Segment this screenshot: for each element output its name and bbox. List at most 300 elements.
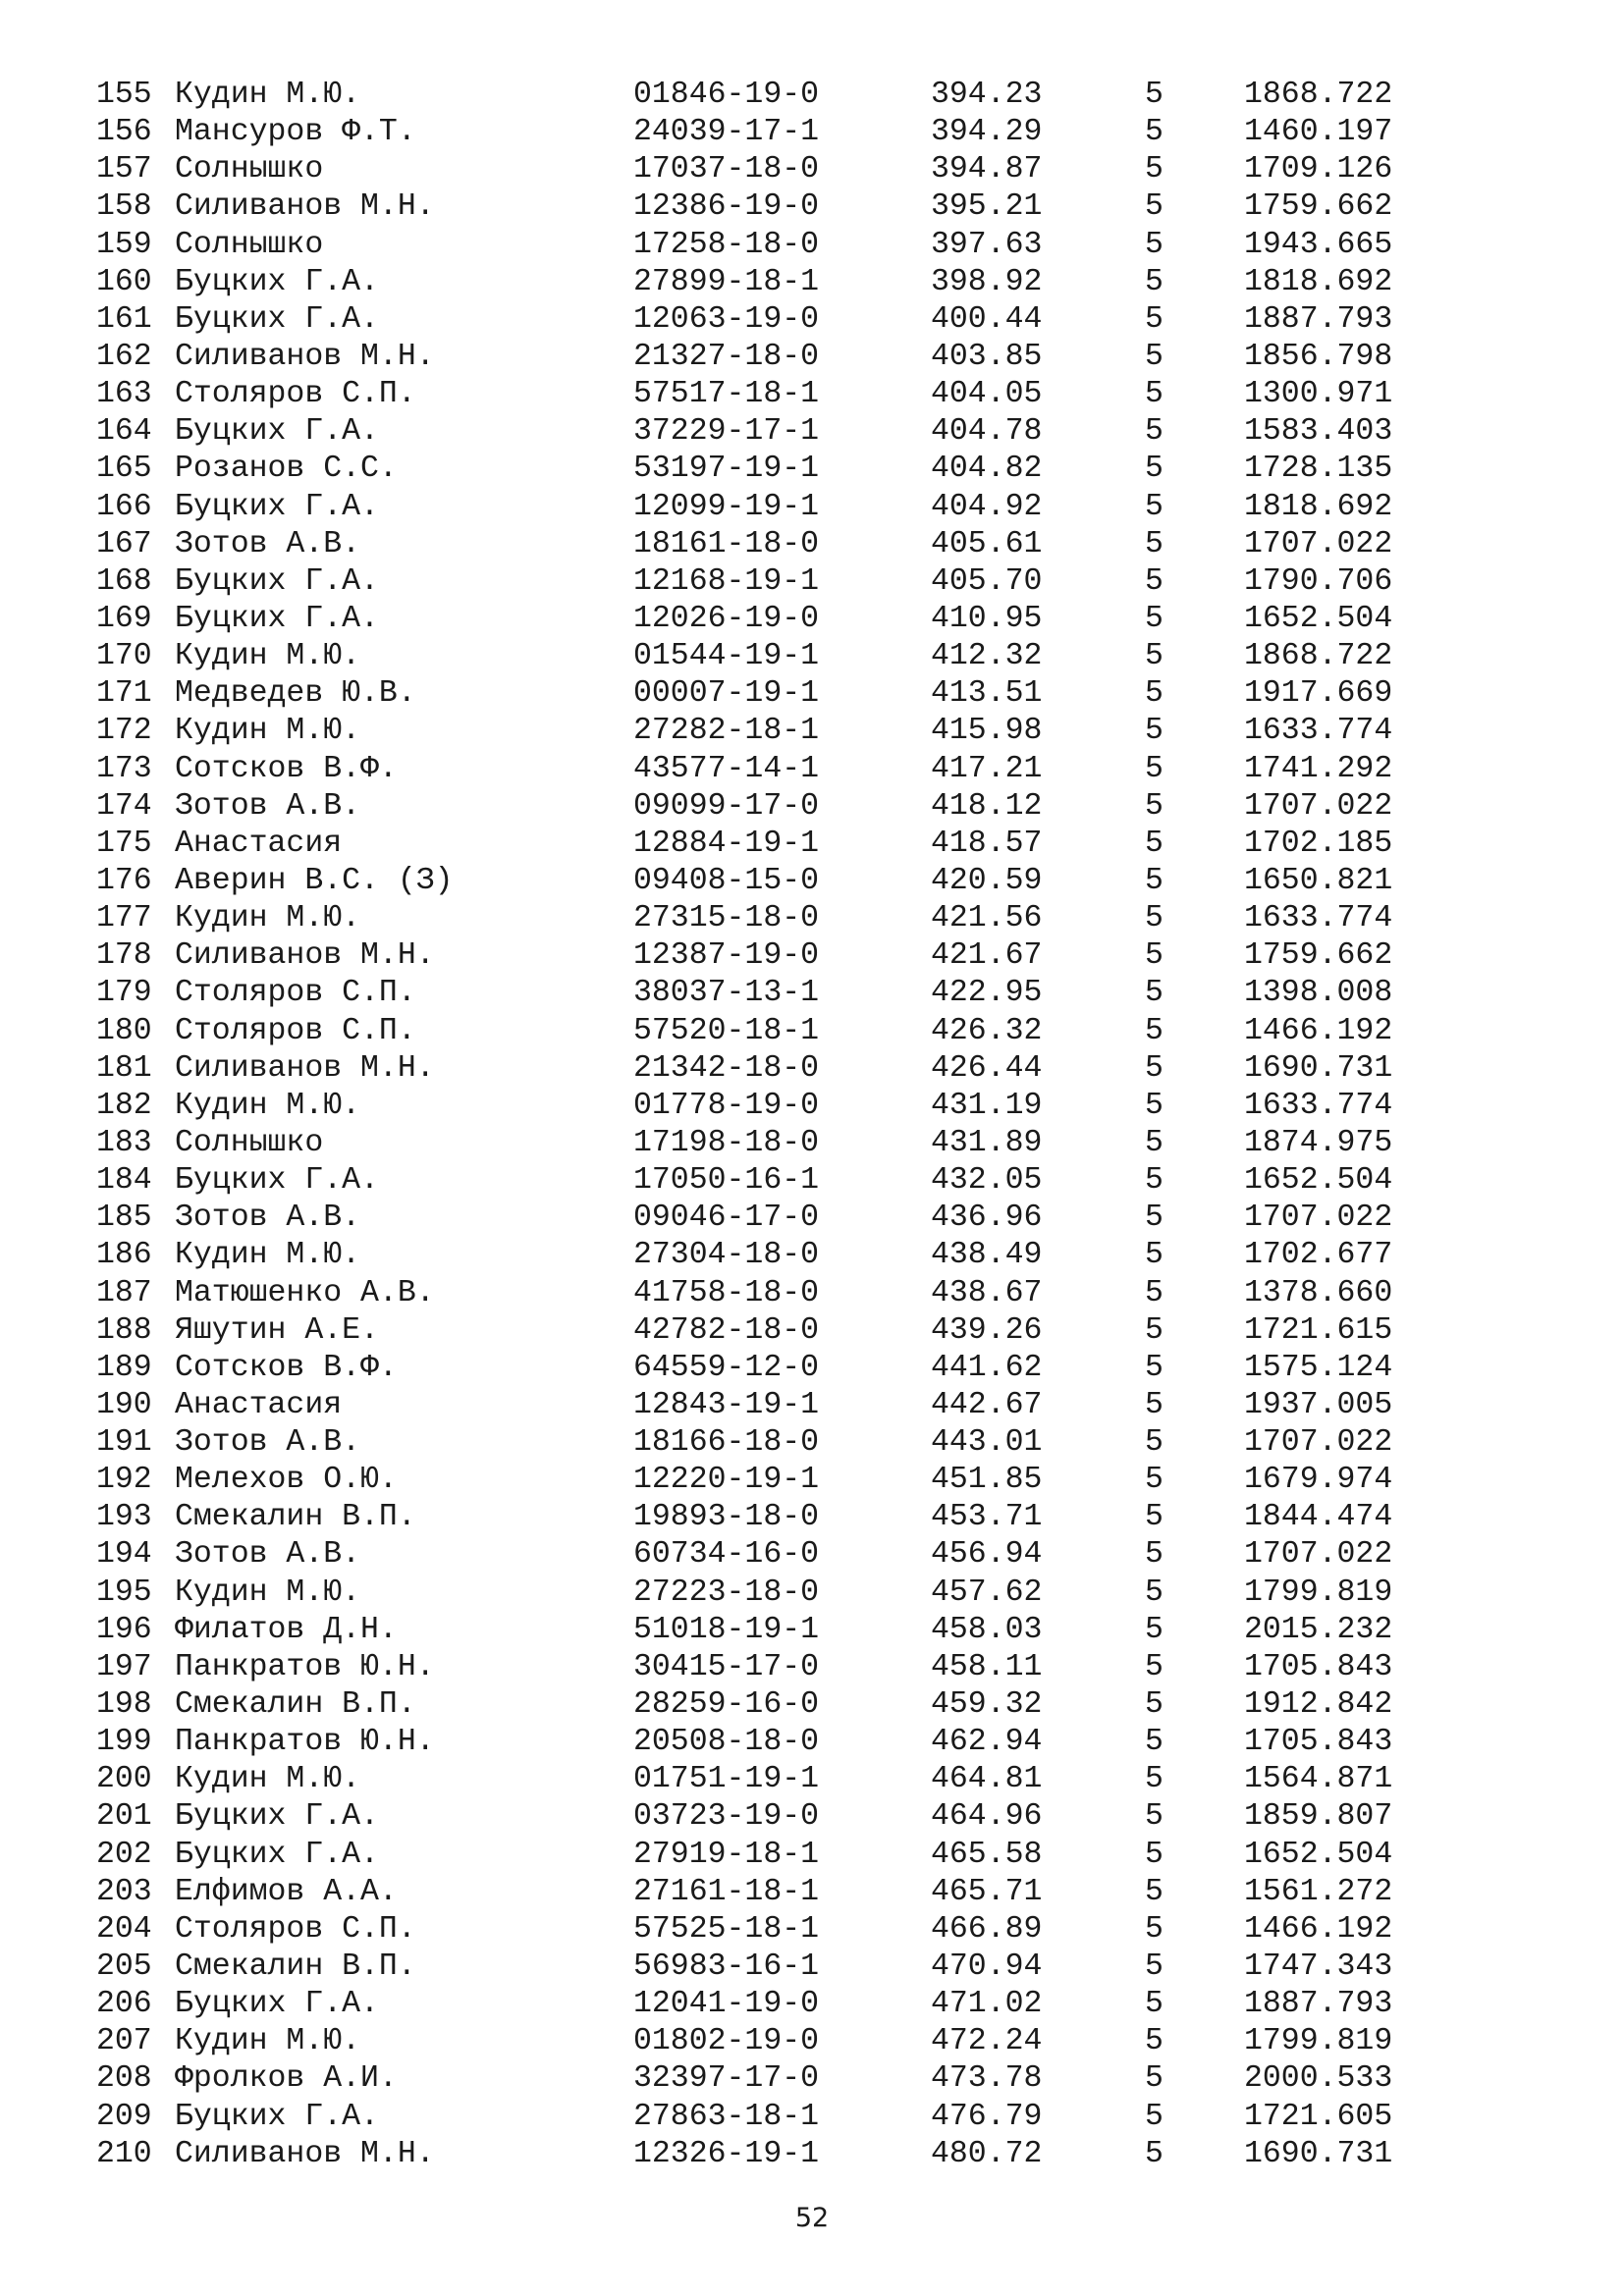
ring-code: 56983-16-1 bbox=[633, 1949, 820, 1985]
ring-code: 27315-18-0 bbox=[633, 901, 820, 936]
speed-value: 1818.692 bbox=[1244, 264, 1393, 299]
speed-value: 1721.605 bbox=[1244, 2099, 1393, 2134]
page-number: 52 bbox=[794, 2203, 830, 2233]
distance-value: 438.67 bbox=[931, 1275, 1043, 1310]
list-item bbox=[0, 1237, 1624, 1274]
list-item bbox=[0, 788, 1624, 826]
ring-code: 01802-19-0 bbox=[633, 2024, 820, 2059]
list-item bbox=[0, 1724, 1624, 1761]
speed-value: 1917.669 bbox=[1244, 676, 1393, 712]
participant-name: Зотов А.В. bbox=[175, 788, 361, 824]
distance-value: 418.12 bbox=[931, 788, 1043, 824]
list-item bbox=[0, 376, 1624, 413]
row-number: 210 bbox=[96, 2136, 152, 2171]
distance-value: 457.62 bbox=[931, 1575, 1043, 1610]
row-number: 195 bbox=[96, 1575, 152, 1610]
row-number: 170 bbox=[96, 639, 152, 674]
participant-name: Анастасия bbox=[175, 826, 343, 861]
row-number: 183 bbox=[96, 1125, 152, 1160]
row-number: 208 bbox=[96, 2061, 152, 2097]
distance-value: 398.92 bbox=[931, 264, 1043, 299]
speed-value: 1943.665 bbox=[1244, 227, 1393, 262]
ring-code: 09099-17-0 bbox=[633, 788, 820, 824]
speed-value: 1300.971 bbox=[1244, 377, 1393, 412]
count-value: 5 bbox=[1145, 526, 1164, 561]
ring-code: 20508-18-0 bbox=[633, 1725, 820, 1760]
row-number: 172 bbox=[96, 714, 152, 749]
distance-value: 394.87 bbox=[931, 152, 1043, 187]
speed-value: 1575.124 bbox=[1244, 1350, 1393, 1385]
participant-name: Кудин М.Ю. bbox=[175, 714, 361, 749]
ring-code: 12041-19-0 bbox=[633, 1987, 820, 2022]
participant-name: Солнышко bbox=[175, 227, 324, 262]
row-number: 167 bbox=[96, 526, 152, 561]
participant-name: Буцких Г.А. bbox=[175, 563, 379, 599]
count-value: 5 bbox=[1145, 1500, 1164, 1535]
participant-name: Зотов А.В. bbox=[175, 526, 361, 561]
count-value: 5 bbox=[1145, 2136, 1164, 2171]
speed-value: 1818.692 bbox=[1244, 489, 1393, 524]
row-number: 178 bbox=[96, 938, 152, 974]
row-number: 164 bbox=[96, 414, 152, 450]
list-item bbox=[0, 1013, 1624, 1050]
row-number: 202 bbox=[96, 1837, 152, 1872]
participant-name: Солнышко bbox=[175, 1125, 324, 1160]
results-list bbox=[0, 77, 1624, 2173]
speed-value: 1887.793 bbox=[1244, 301, 1393, 337]
distance-value: 394.29 bbox=[931, 115, 1043, 150]
speed-value: 1460.197 bbox=[1244, 115, 1393, 150]
speed-value: 1741.292 bbox=[1244, 751, 1393, 786]
speed-value: 1466.192 bbox=[1244, 1911, 1393, 1947]
count-value: 5 bbox=[1145, 1013, 1164, 1048]
row-number: 205 bbox=[96, 1949, 152, 1985]
participant-name: Яшутин А.Е. bbox=[175, 1312, 379, 1348]
row-number: 198 bbox=[96, 1687, 152, 1723]
count-value: 5 bbox=[1145, 676, 1164, 712]
ring-code: 27899-18-1 bbox=[633, 264, 820, 299]
list-item bbox=[0, 451, 1624, 488]
distance-value: 470.94 bbox=[931, 1949, 1043, 1985]
list-item bbox=[0, 1686, 1624, 1724]
row-number: 160 bbox=[96, 264, 152, 299]
list-item bbox=[0, 863, 1624, 900]
speed-value: 1705.843 bbox=[1244, 1725, 1393, 1760]
ring-code: 17050-16-1 bbox=[633, 1163, 820, 1199]
list-item bbox=[0, 563, 1624, 601]
participant-name: Филатов Д.Н. bbox=[175, 1612, 398, 1647]
row-number: 158 bbox=[96, 189, 152, 225]
participant-name: Кудин М.Ю. bbox=[175, 901, 361, 936]
ring-code: 12326-19-1 bbox=[633, 2136, 820, 2171]
list-item bbox=[0, 1798, 1624, 1836]
row-number: 180 bbox=[96, 1013, 152, 1048]
speed-value: 1707.022 bbox=[1244, 1537, 1393, 1573]
count-value: 5 bbox=[1145, 452, 1164, 487]
row-number: 157 bbox=[96, 152, 152, 187]
row-number: 192 bbox=[96, 1463, 152, 1498]
speed-value: 2000.533 bbox=[1244, 2061, 1393, 2097]
count-value: 5 bbox=[1145, 1125, 1164, 1160]
participant-name: Розанов С.С. bbox=[175, 452, 398, 487]
distance-value: 458.11 bbox=[931, 1649, 1043, 1684]
participant-name: Сотсков В.Ф. bbox=[175, 1350, 398, 1385]
ring-code: 12386-19-0 bbox=[633, 189, 820, 225]
list-item bbox=[0, 489, 1624, 526]
count-value: 5 bbox=[1145, 1088, 1164, 1123]
list-item bbox=[0, 675, 1624, 713]
ring-code: 60734-16-0 bbox=[633, 1537, 820, 1573]
list-item bbox=[0, 1874, 1624, 1911]
list-item bbox=[0, 1050, 1624, 1088]
count-value: 5 bbox=[1145, 1725, 1164, 1760]
distance-value: 397.63 bbox=[931, 227, 1043, 262]
speed-value: 1721.615 bbox=[1244, 1312, 1393, 1348]
distance-value: 439.26 bbox=[931, 1312, 1043, 1348]
ring-code: 17198-18-0 bbox=[633, 1125, 820, 1160]
row-number: 207 bbox=[96, 2024, 152, 2059]
count-value: 5 bbox=[1145, 714, 1164, 749]
speed-value: 1702.677 bbox=[1244, 1238, 1393, 1273]
participant-name: Буцких Г.А. bbox=[175, 601, 379, 636]
participant-name: Зотов А.В. bbox=[175, 1425, 361, 1461]
ring-code: 27223-18-0 bbox=[633, 1575, 820, 1610]
speed-value: 1583.403 bbox=[1244, 414, 1393, 450]
ring-code: 57517-18-1 bbox=[633, 377, 820, 412]
ring-code: 01778-19-0 bbox=[633, 1088, 820, 1123]
speed-value: 1705.843 bbox=[1244, 1649, 1393, 1684]
ring-code: 01544-19-1 bbox=[633, 639, 820, 674]
list-item bbox=[0, 1612, 1624, 1649]
distance-value: 453.71 bbox=[931, 1500, 1043, 1535]
row-number: 182 bbox=[96, 1088, 152, 1123]
row-number: 187 bbox=[96, 1275, 152, 1310]
ring-code: 09046-17-0 bbox=[633, 1201, 820, 1236]
ring-code: 12168-19-1 bbox=[633, 563, 820, 599]
ring-code: 12387-19-0 bbox=[633, 938, 820, 974]
distance-value: 400.44 bbox=[931, 301, 1043, 337]
participant-name: Сотсков В.Ф. bbox=[175, 751, 398, 786]
row-number: 175 bbox=[96, 826, 152, 861]
speed-value: 1650.821 bbox=[1244, 863, 1393, 898]
list-item bbox=[0, 1837, 1624, 1874]
list-item bbox=[0, 2023, 1624, 2060]
ring-code: 28259-16-0 bbox=[633, 1687, 820, 1723]
row-number: 161 bbox=[96, 301, 152, 337]
distance-value: 464.96 bbox=[931, 1799, 1043, 1835]
participant-name: Кудин М.Ю. bbox=[175, 1238, 361, 1273]
distance-value: 472.24 bbox=[931, 2024, 1043, 2059]
participant-name: Кудин М.Ю. bbox=[175, 78, 361, 112]
count-value: 5 bbox=[1145, 1201, 1164, 1236]
list-item bbox=[0, 826, 1624, 863]
distance-value: 405.70 bbox=[931, 563, 1043, 599]
distance-value: 410.95 bbox=[931, 601, 1043, 636]
row-number: 199 bbox=[96, 1725, 152, 1760]
distance-value: 459.32 bbox=[931, 1687, 1043, 1723]
ring-code: 12220-19-1 bbox=[633, 1463, 820, 1498]
row-number: 156 bbox=[96, 115, 152, 150]
list-item bbox=[0, 937, 1624, 975]
ring-code: 32397-17-0 bbox=[633, 2061, 820, 2097]
list-item bbox=[0, 77, 1624, 114]
distance-value: 395.21 bbox=[931, 189, 1043, 225]
count-value: 5 bbox=[1145, 1874, 1164, 1909]
speed-value: 1868.722 bbox=[1244, 639, 1393, 674]
list-item bbox=[0, 1125, 1624, 1162]
participant-name: Панкратов Ю.Н. bbox=[175, 1649, 435, 1684]
participant-name: Буцких Г.А. bbox=[175, 1837, 379, 1872]
speed-value: 1912.842 bbox=[1244, 1687, 1393, 1723]
ring-code: 30415-17-0 bbox=[633, 1649, 820, 1684]
count-value: 5 bbox=[1145, 1575, 1164, 1610]
ring-code: 43577-14-1 bbox=[633, 751, 820, 786]
count-value: 5 bbox=[1145, 489, 1164, 524]
speed-value: 1887.793 bbox=[1244, 1987, 1393, 2022]
count-value: 5 bbox=[1145, 1987, 1164, 2022]
list-item bbox=[0, 1911, 1624, 1949]
participant-name: Столяров С.П. bbox=[175, 976, 416, 1011]
speed-value: 1690.731 bbox=[1244, 1050, 1393, 1086]
list-item bbox=[0, 638, 1624, 675]
row-number: 177 bbox=[96, 901, 152, 936]
distance-value: 436.96 bbox=[931, 1201, 1043, 1236]
ring-code: 37229-17-1 bbox=[633, 414, 820, 450]
list-item bbox=[0, 900, 1624, 937]
speed-value: 1707.022 bbox=[1244, 526, 1393, 561]
speed-value: 1564.871 bbox=[1244, 1762, 1393, 1797]
count-value: 5 bbox=[1145, 563, 1164, 599]
distance-value: 404.92 bbox=[931, 489, 1043, 524]
count-value: 5 bbox=[1145, 1350, 1164, 1385]
row-number: 206 bbox=[96, 1987, 152, 2022]
ring-code: 38037-13-1 bbox=[633, 976, 820, 1011]
speed-value: 1398.008 bbox=[1244, 976, 1393, 1011]
count-value: 5 bbox=[1145, 152, 1164, 187]
list-item bbox=[0, 1649, 1624, 1686]
ring-code: 42782-18-0 bbox=[633, 1312, 820, 1348]
row-number: 165 bbox=[96, 452, 152, 487]
list-item bbox=[0, 151, 1624, 188]
ring-code: 12026-19-0 bbox=[633, 601, 820, 636]
list-item bbox=[0, 1387, 1624, 1424]
participant-name: Буцких Г.А. bbox=[175, 301, 379, 337]
distance-value: 465.58 bbox=[931, 1837, 1043, 1872]
list-item bbox=[0, 1162, 1624, 1200]
participant-name: Фролков А.И. bbox=[175, 2061, 398, 2097]
row-number: 209 bbox=[96, 2099, 152, 2134]
list-item bbox=[0, 601, 1624, 638]
ring-code: 53197-19-1 bbox=[633, 452, 820, 487]
speed-value: 1859.807 bbox=[1244, 1799, 1393, 1835]
participant-name: Столяров С.П. bbox=[175, 1013, 416, 1048]
count-value: 5 bbox=[1145, 1762, 1164, 1797]
count-value: 5 bbox=[1145, 826, 1164, 861]
participant-name: Силиванов М.Н. bbox=[175, 189, 435, 225]
count-value: 5 bbox=[1145, 639, 1164, 674]
distance-value: 403.85 bbox=[931, 339, 1043, 374]
count-value: 5 bbox=[1145, 339, 1164, 374]
row-number: 186 bbox=[96, 1238, 152, 1273]
list-item bbox=[0, 1200, 1624, 1237]
count-value: 5 bbox=[1145, 2099, 1164, 2134]
list-item bbox=[0, 227, 1624, 264]
distance-value: 420.59 bbox=[931, 863, 1043, 898]
participant-name: Зотов А.В. bbox=[175, 1537, 361, 1573]
list-item bbox=[0, 1986, 1624, 2023]
row-number: 191 bbox=[96, 1425, 152, 1461]
speed-value: 1747.343 bbox=[1244, 1949, 1393, 1985]
ring-code: 12063-19-0 bbox=[633, 301, 820, 337]
speed-value: 1856.798 bbox=[1244, 339, 1393, 374]
list-item bbox=[0, 413, 1624, 451]
ring-code: 19893-18-0 bbox=[633, 1500, 820, 1535]
distance-value: 441.62 bbox=[931, 1350, 1043, 1385]
speed-value: 1799.819 bbox=[1244, 1575, 1393, 1610]
count-value: 5 bbox=[1145, 1537, 1164, 1573]
speed-value: 1874.975 bbox=[1244, 1125, 1393, 1160]
participant-name: Столяров С.П. bbox=[175, 377, 416, 412]
speed-value: 1652.504 bbox=[1244, 1163, 1393, 1199]
distance-value: 413.51 bbox=[931, 676, 1043, 712]
speed-value: 1702.185 bbox=[1244, 826, 1393, 861]
distance-value: 456.94 bbox=[931, 1537, 1043, 1573]
count-value: 5 bbox=[1145, 189, 1164, 225]
participant-name: Буцких Г.А. bbox=[175, 1163, 379, 1199]
row-number: 176 bbox=[96, 863, 152, 898]
ring-code: 18166-18-0 bbox=[633, 1425, 820, 1461]
list-item bbox=[0, 1536, 1624, 1574]
count-value: 5 bbox=[1145, 2061, 1164, 2097]
participant-name: Анастасия bbox=[175, 1387, 343, 1422]
ring-code: 18161-18-0 bbox=[633, 526, 820, 561]
participant-name: Буцких Г.А. bbox=[175, 489, 379, 524]
list-item bbox=[0, 2136, 1624, 2173]
count-value: 5 bbox=[1145, 301, 1164, 337]
distance-value: 415.98 bbox=[931, 714, 1043, 749]
ring-code: 03723-19-0 bbox=[633, 1799, 820, 1835]
row-number: 171 bbox=[96, 676, 152, 712]
ring-code: 21342-18-0 bbox=[633, 1050, 820, 1086]
ring-code: 12099-19-1 bbox=[633, 489, 820, 524]
speed-value: 1759.662 bbox=[1244, 938, 1393, 974]
count-value: 5 bbox=[1145, 1463, 1164, 1498]
count-value: 5 bbox=[1145, 863, 1164, 898]
speed-value: 1652.504 bbox=[1244, 1837, 1393, 1872]
count-value: 5 bbox=[1145, 1163, 1164, 1199]
participant-name: Кудин М.Ю. bbox=[175, 2024, 361, 2059]
ring-code: 21327-18-0 bbox=[633, 339, 820, 374]
speed-value: 1633.774 bbox=[1244, 714, 1393, 749]
count-value: 5 bbox=[1145, 78, 1164, 112]
participant-name: Кудин М.Ю. bbox=[175, 1088, 361, 1123]
participant-name: Кудин М.Ю. bbox=[175, 1762, 361, 1797]
distance-value: 451.85 bbox=[931, 1463, 1043, 1498]
speed-value: 1759.662 bbox=[1244, 189, 1393, 225]
ring-code: 24039-17-1 bbox=[633, 115, 820, 150]
speed-value: 1844.474 bbox=[1244, 1500, 1393, 1535]
row-number: 174 bbox=[96, 788, 152, 824]
count-value: 5 bbox=[1145, 1649, 1164, 1684]
speed-value: 1378.660 bbox=[1244, 1275, 1393, 1310]
list-item bbox=[0, 1275, 1624, 1312]
ring-code: 17258-18-0 bbox=[633, 227, 820, 262]
row-number: 181 bbox=[96, 1050, 152, 1086]
distance-value: 404.78 bbox=[931, 414, 1043, 450]
distance-value: 464.81 bbox=[931, 1762, 1043, 1797]
participant-name: Кудин М.Ю. bbox=[175, 639, 361, 674]
list-item bbox=[0, 114, 1624, 151]
row-number: 169 bbox=[96, 601, 152, 636]
list-item bbox=[0, 301, 1624, 339]
ring-code: 27304-18-0 bbox=[633, 1238, 820, 1273]
distance-value: 462.94 bbox=[931, 1725, 1043, 1760]
distance-value: 418.57 bbox=[931, 826, 1043, 861]
ring-code: 27863-18-1 bbox=[633, 2099, 820, 2134]
count-value: 5 bbox=[1145, 377, 1164, 412]
row-number: 185 bbox=[96, 1201, 152, 1236]
row-number: 159 bbox=[96, 227, 152, 262]
participant-name: Кудин М.Ю. bbox=[175, 1575, 361, 1610]
participant-name: Матюшенко А.В. bbox=[175, 1275, 435, 1310]
distance-value: 480.72 bbox=[931, 2136, 1043, 2171]
ring-code: 01846-19-0 bbox=[633, 78, 820, 112]
distance-value: 417.21 bbox=[931, 751, 1043, 786]
ring-code: 01751-19-1 bbox=[633, 1762, 820, 1797]
participant-name: Силиванов М.Н. bbox=[175, 1050, 435, 1086]
count-value: 5 bbox=[1145, 788, 1164, 824]
ring-code: 17037-18-0 bbox=[633, 152, 820, 187]
distance-value: 421.56 bbox=[931, 901, 1043, 936]
ring-code: 27161-18-1 bbox=[633, 1874, 820, 1909]
ring-code: 57520-18-1 bbox=[633, 1013, 820, 1048]
list-item bbox=[0, 751, 1624, 788]
distance-value: 394.23 bbox=[931, 78, 1043, 112]
distance-value: 422.95 bbox=[931, 976, 1043, 1011]
participant-name: Аверин В.С. (З) bbox=[175, 863, 454, 898]
list-item bbox=[0, 1088, 1624, 1125]
row-number: 204 bbox=[96, 1911, 152, 1947]
row-number: 168 bbox=[96, 563, 152, 599]
list-item bbox=[0, 264, 1624, 301]
speed-value: 1799.819 bbox=[1244, 2024, 1393, 2059]
row-number: 162 bbox=[96, 339, 152, 374]
count-value: 5 bbox=[1145, 1387, 1164, 1422]
distance-value: 466.89 bbox=[931, 1911, 1043, 1947]
ring-code: 27919-18-1 bbox=[633, 1837, 820, 1872]
row-number: 155 bbox=[96, 78, 152, 112]
speed-value: 1679.974 bbox=[1244, 1463, 1393, 1498]
distance-value: 426.44 bbox=[931, 1050, 1043, 1086]
participant-name: Солнышко bbox=[175, 152, 324, 187]
participant-name: Мансуров Ф.Т. bbox=[175, 115, 416, 150]
row-number: 201 bbox=[96, 1799, 152, 1835]
row-number: 197 bbox=[96, 1649, 152, 1684]
speed-value: 1937.005 bbox=[1244, 1387, 1393, 1422]
ring-code: 09408-15-0 bbox=[633, 863, 820, 898]
row-number: 179 bbox=[96, 976, 152, 1011]
list-item bbox=[0, 1350, 1624, 1387]
ring-code: 27282-18-1 bbox=[633, 714, 820, 749]
list-item bbox=[0, 2060, 1624, 2098]
count-value: 5 bbox=[1145, 414, 1164, 450]
speed-value: 1707.022 bbox=[1244, 1201, 1393, 1236]
speed-value: 1709.126 bbox=[1244, 152, 1393, 187]
participant-name: Силиванов М.Н. bbox=[175, 938, 435, 974]
ring-code: 64559-12-0 bbox=[633, 1350, 820, 1385]
row-number: 194 bbox=[96, 1537, 152, 1573]
list-item bbox=[0, 526, 1624, 563]
